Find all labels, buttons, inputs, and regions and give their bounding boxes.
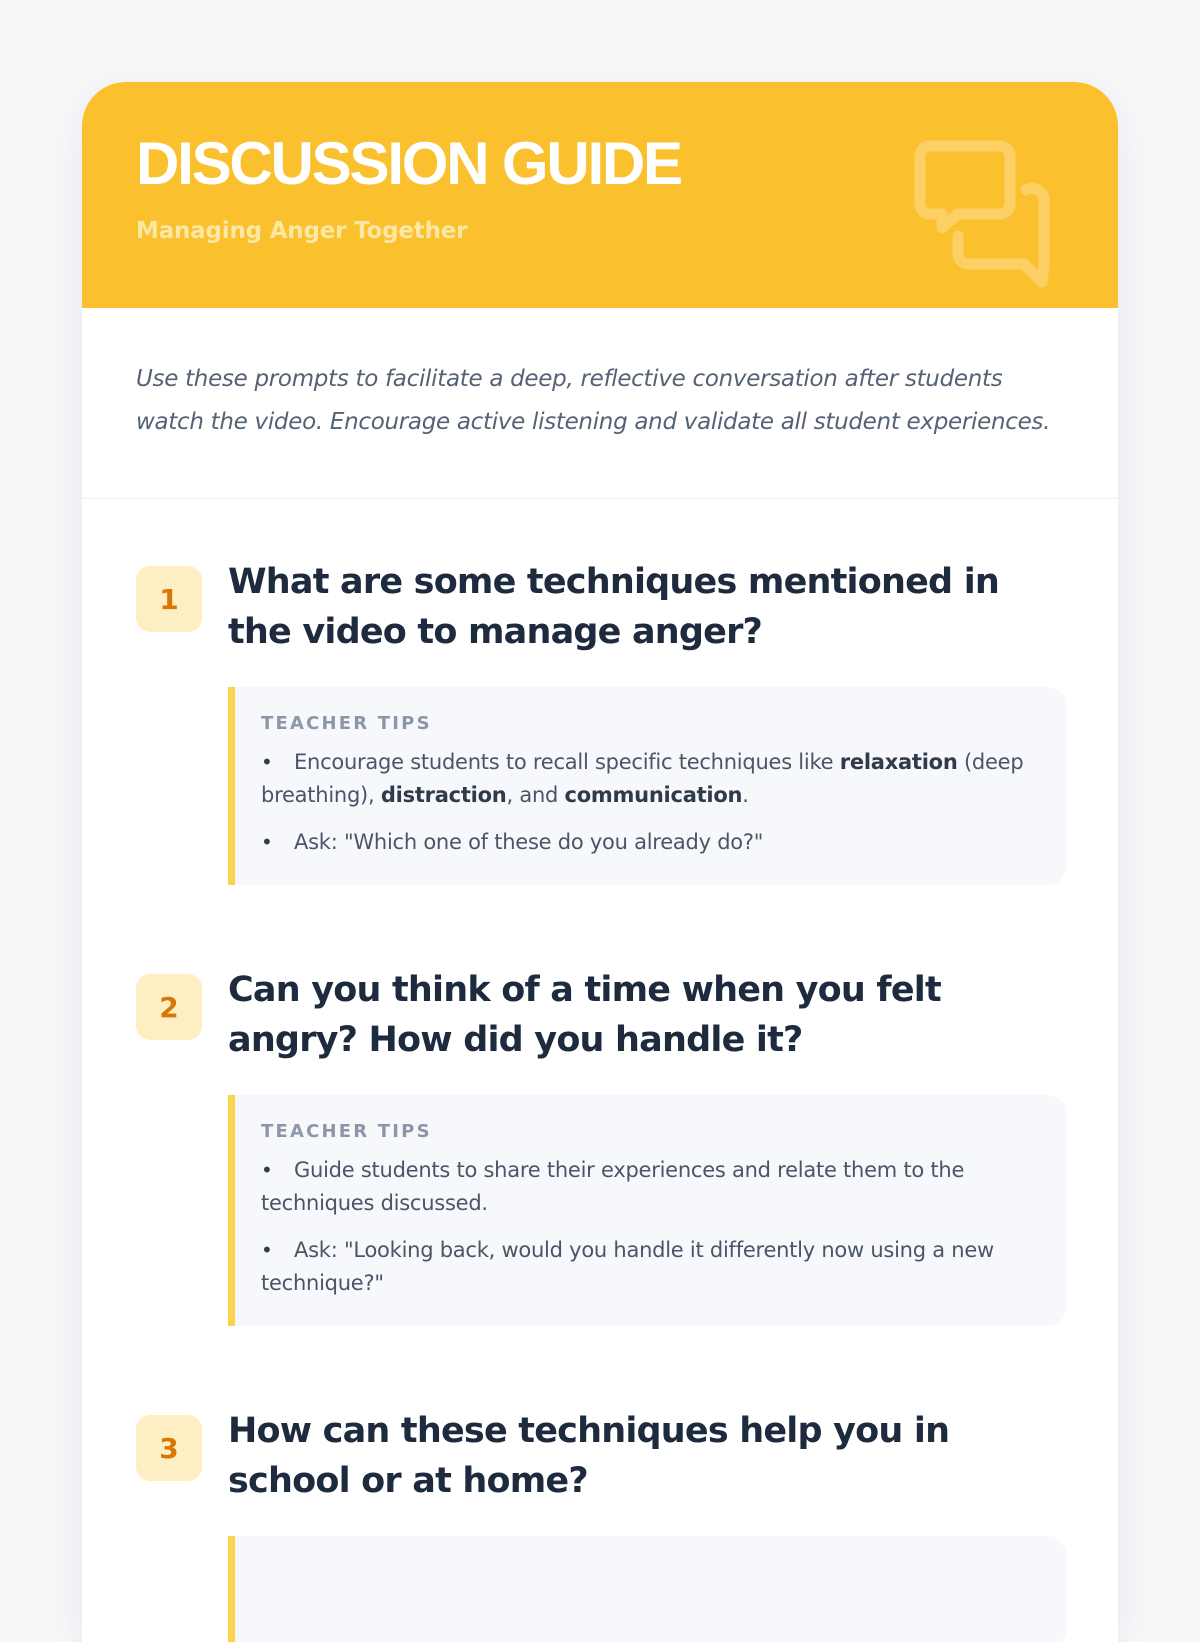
question-title: What are some techniques mentioned in the video to manage anger?: [228, 562, 1000, 652]
teacher-tips-box: [228, 1536, 1066, 1642]
tip-item: [261, 746, 1036, 812]
tip-text: Ask: "Looking back, would you handle it differently now using a new technique?": [261, 1238, 994, 1295]
question-number-badge: 3: [136, 1415, 202, 1481]
question-title: Can you think of a time when you felt angry? How did you handle it?: [228, 970, 941, 1060]
tip-item: [261, 1234, 1036, 1300]
tip-keyword: communication: [564, 783, 743, 807]
tips-list: [261, 1154, 1036, 1300]
chat-bubbles-icon: [912, 140, 1062, 290]
intro-section: [82, 308, 1118, 499]
question-title: How can these techniques help you in school or at home?: [228, 1411, 950, 1501]
bullet-icon: •: [261, 1158, 273, 1182]
question-3: [82, 1406, 1118, 1642]
page-subtitle: Managing Anger Together: [136, 218, 468, 244]
question-2: [82, 965, 1118, 1326]
tip-keyword: distraction: [380, 783, 507, 807]
teacher-tips-box: [228, 687, 1066, 885]
discussion-guide-card: [82, 82, 1118, 1642]
teacher-tips-label: TEACHER TIPS: [261, 1121, 432, 1142]
intro-text: Use these prompts to facilitate a deep, reflective conversation after students watch the video. Encourage active listening and validate all student experiences.: [136, 366, 1051, 435]
tip-keyword: relaxation: [839, 750, 958, 774]
teacher-tips-label: TEACHER TIPS: [261, 713, 432, 734]
page-title: DISCUSSION GUIDE: [136, 130, 681, 197]
tip-item: [261, 1154, 1036, 1220]
bullet-icon: •: [261, 750, 273, 774]
tip-text: .: [742, 783, 749, 807]
tip-text: Ask: "Which one of these do you already do?": [294, 830, 764, 854]
tips-list: [261, 746, 1036, 859]
tip-item: [261, 826, 1036, 859]
tip-text: (deep breathing),: [261, 750, 1024, 807]
guide-header: [82, 82, 1118, 308]
tip-text: Encourage students to recall specific techniques like: [294, 750, 840, 774]
tip-text: , and: [506, 783, 565, 807]
tip-text: Guide students to share their experiences and relate them to the techniques discussed.: [261, 1158, 965, 1215]
bullet-icon: •: [261, 830, 273, 854]
teacher-tips-box: [228, 1095, 1066, 1326]
question-1: [82, 557, 1118, 885]
question-number-badge: 1: [136, 566, 202, 632]
bullet-icon: •: [261, 1238, 273, 1262]
question-number-badge: 2: [136, 974, 202, 1040]
